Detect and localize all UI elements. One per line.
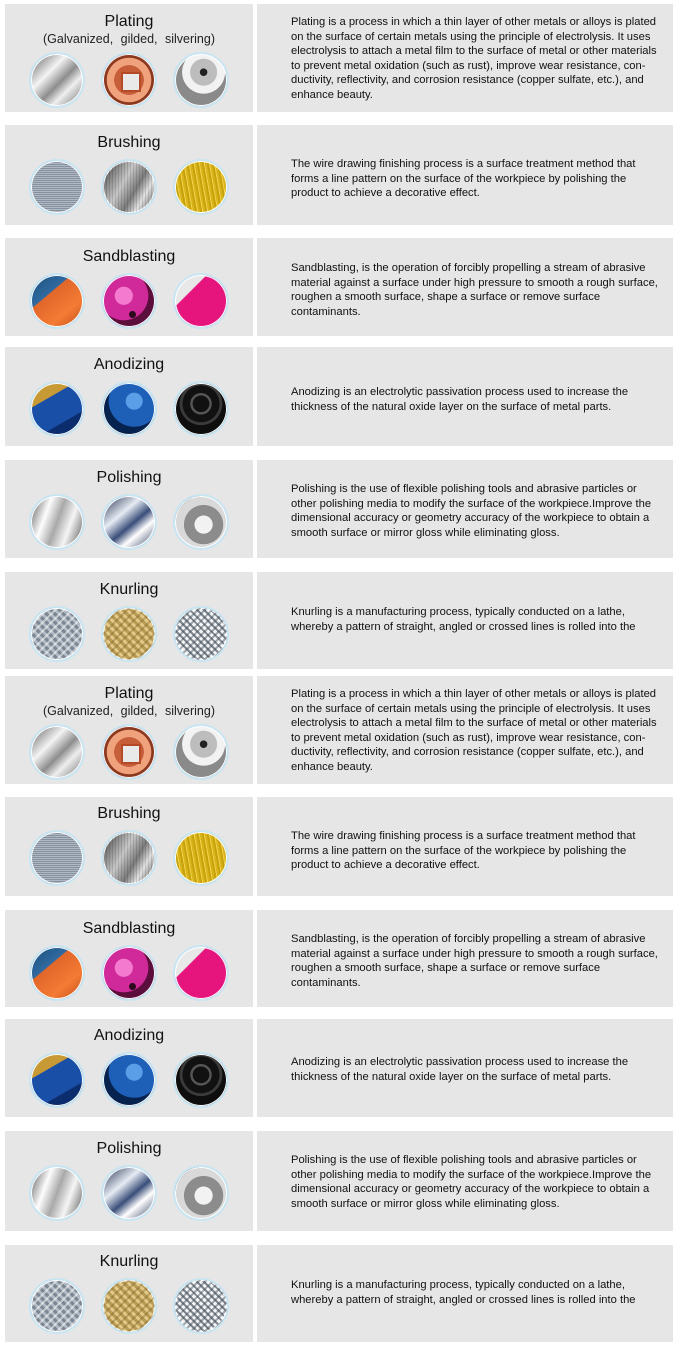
section-visual-panel	[5, 1245, 253, 1342]
anodizing-sample-image	[173, 381, 229, 437]
section-title: Anodizing	[93, 356, 165, 373]
section-brushing	[5, 797, 673, 896]
plating-sample-image	[29, 724, 85, 780]
section-knurling	[5, 572, 673, 669]
polishing-sample-image	[173, 1165, 229, 1221]
section-anodizing	[5, 1019, 673, 1117]
section-sandblasting	[5, 238, 673, 336]
section-description-panel	[257, 347, 673, 446]
section-visual-panel	[5, 910, 253, 1007]
knurling-sample-image	[173, 1278, 229, 1334]
section-subtitle: (Galvanized, gilded, silvering)	[43, 704, 215, 718]
sandblasting-sample-image	[173, 273, 229, 329]
knurling-sample-image	[101, 606, 157, 662]
plating-sample-image	[101, 52, 157, 108]
polishing-sample-image	[173, 494, 229, 550]
section-plating	[5, 676, 673, 784]
section-title: Polishing	[96, 469, 162, 486]
section-description: Knurling is a manufacturing process, typically conducted on a lathe, whereby a pattern of straight, angled or crossed lines is rolled into the	[291, 606, 636, 633]
section-description-panel	[257, 910, 673, 1007]
section-description-panel	[257, 797, 673, 896]
section-visual-panel	[5, 797, 253, 896]
section-plating	[5, 4, 673, 112]
section-knurling	[5, 1245, 673, 1342]
section-title: Brushing	[97, 805, 161, 822]
section-description: Plating is a process in which a thin layer of other metals or alloys is plated on the surface of certain metals using the principle of electrolysis. It uses electrolysis to attach a metal film to the surface of metal or other materials to prevent metal oxidation (such as rust), improve wear resistance, con-ductivity, reflectivity, and corrosion resistance (copper sulfate, etc.), and enhance beauty.	[291, 688, 657, 773]
section-title: Brushing	[97, 134, 161, 151]
brushing-sample-image	[173, 159, 229, 215]
sample-images	[5, 724, 253, 780]
knurling-sample-image	[29, 1278, 85, 1334]
brushing-sample-image	[29, 159, 85, 215]
anodizing-sample-image	[29, 1052, 85, 1108]
section-description: The wire drawing finishing process is a surface treatment method that forms a line pattern on the surface of the workpiece by polishing the product to achieve a decorative effect.	[291, 158, 636, 200]
section-description: Knurling is a manufacturing process, typically conducted on a lathe, whereby a pattern of straight, angled or crossed lines is rolled into the	[291, 1279, 636, 1306]
sample-images	[5, 159, 253, 215]
sandblasting-sample-image	[29, 273, 85, 329]
brushing-sample-image	[173, 830, 229, 886]
polishing-sample-image	[101, 1165, 157, 1221]
section-visual-panel	[5, 460, 253, 558]
sandblasting-sample-image	[101, 273, 157, 329]
section-description: Polishing is the use of flexible polishing tools and abrasive particles or other polishing media to modify the surface of the workpiece.Improve the dimensional accuracy or geometry accuracy of the workpiece to obtain a smooth surface or mirror gloss while eliminating gloss.	[291, 483, 652, 539]
section-description: Anodizing is an electrolytic passivation process used to increase the thickness of the natural oxide layer on the surface of metal parts.	[291, 386, 629, 413]
brushing-sample-image	[29, 830, 85, 886]
sample-images	[5, 1165, 253, 1221]
section-anodizing	[5, 347, 673, 446]
polishing-sample-image	[29, 1165, 85, 1221]
brushing-sample-image	[101, 830, 157, 886]
section-description: Anodizing is an electrolytic passivation process used to increase the thickness of the natural oxide layer on the surface of metal parts.	[291, 1056, 629, 1083]
section-brushing	[5, 125, 673, 225]
section-title: Sandblasting	[82, 248, 176, 265]
section-description: Sandblasting, is the operation of forcibly propelling a stream of abrasive material against a surface under high pressure to smooth a rough surface, roughen a smooth surface, shape a surface or remove surface contaminants.	[291, 262, 658, 318]
anodizing-sample-image	[173, 1052, 229, 1108]
sample-images	[5, 494, 253, 550]
polishing-sample-image	[101, 494, 157, 550]
section-title: Sandblasting	[82, 920, 176, 937]
sample-images	[5, 606, 253, 662]
section-description-panel	[257, 125, 673, 225]
sample-images	[5, 1278, 253, 1334]
knurling-sample-image	[173, 606, 229, 662]
brushing-sample-image	[101, 159, 157, 215]
sample-images	[5, 945, 253, 1001]
sample-images	[5, 52, 253, 108]
section-polishing	[5, 1131, 673, 1231]
section-description-panel	[257, 676, 673, 784]
sandblasting-sample-image	[29, 945, 85, 1001]
section-visual-panel	[5, 572, 253, 669]
sample-images	[5, 830, 253, 886]
section-title: Plating	[104, 685, 154, 702]
section-visual-panel	[5, 1131, 253, 1231]
plating-sample-image	[173, 52, 229, 108]
section-description: The wire drawing finishing process is a surface treatment method that forms a line pattern on the surface of the workpiece by polishing the product to achieve a decorative effect.	[291, 830, 636, 872]
section-subtitle: (Galvanized, gilded, silvering)	[43, 32, 215, 46]
knurling-sample-image	[101, 1278, 157, 1334]
section-description: Plating is a process in which a thin layer of other metals or alloys is plated on the surface of certain metals using the principle of electrolysis. It uses electrolysis to attach a metal film to the surface of metal or other materials to prevent metal oxidation (such as rust), improve wear resistance, con-ductivity, reflectivity, and corrosion resistance (copper sulfate, etc.), and enhance beauty.	[291, 16, 657, 101]
section-description-panel	[257, 1019, 673, 1117]
plating-sample-image	[101, 724, 157, 780]
section-title: Knurling	[99, 1253, 159, 1270]
section-description-panel	[257, 572, 673, 669]
section-title: Polishing	[96, 1140, 162, 1157]
sample-images	[5, 1052, 253, 1108]
anodizing-sample-image	[101, 381, 157, 437]
section-visual-panel	[5, 676, 253, 784]
section-visual-panel	[5, 125, 253, 225]
section-title: Knurling	[99, 581, 159, 598]
plating-sample-image	[29, 52, 85, 108]
sample-images	[5, 381, 253, 437]
section-visual-panel	[5, 4, 253, 112]
section-description-panel	[257, 1131, 673, 1231]
section-description: Polishing is the use of flexible polishing tools and abrasive particles or other polishing media to modify the surface of the workpiece.Improve the dimensional accuracy or geometry accuracy of the workpiece to obtain a smooth surface or mirror gloss while eliminating gloss.	[291, 1154, 652, 1210]
section-title: Plating	[104, 13, 154, 30]
sandblasting-sample-image	[101, 945, 157, 1001]
section-description-panel	[257, 1245, 673, 1342]
plating-sample-image	[173, 724, 229, 780]
section-title: Anodizing	[93, 1027, 165, 1044]
polishing-sample-image	[29, 494, 85, 550]
section-description-panel	[257, 4, 673, 112]
section-description-panel	[257, 238, 673, 336]
anodizing-sample-image	[29, 381, 85, 437]
section-polishing	[5, 460, 673, 558]
section-visual-panel	[5, 238, 253, 336]
section-sandblasting	[5, 910, 673, 1007]
section-visual-panel	[5, 1019, 253, 1117]
section-description: Sandblasting, is the operation of forcibly propelling a stream of abrasive material against a surface under high pressure to smooth a rough surface, roughen a smooth surface, shape a surface or remove surface contaminants.	[291, 933, 658, 989]
sandblasting-sample-image	[173, 945, 229, 1001]
knurling-sample-image	[29, 606, 85, 662]
sample-images	[5, 273, 253, 329]
anodizing-sample-image	[101, 1052, 157, 1108]
section-visual-panel	[5, 347, 253, 446]
section-description-panel	[257, 460, 673, 558]
